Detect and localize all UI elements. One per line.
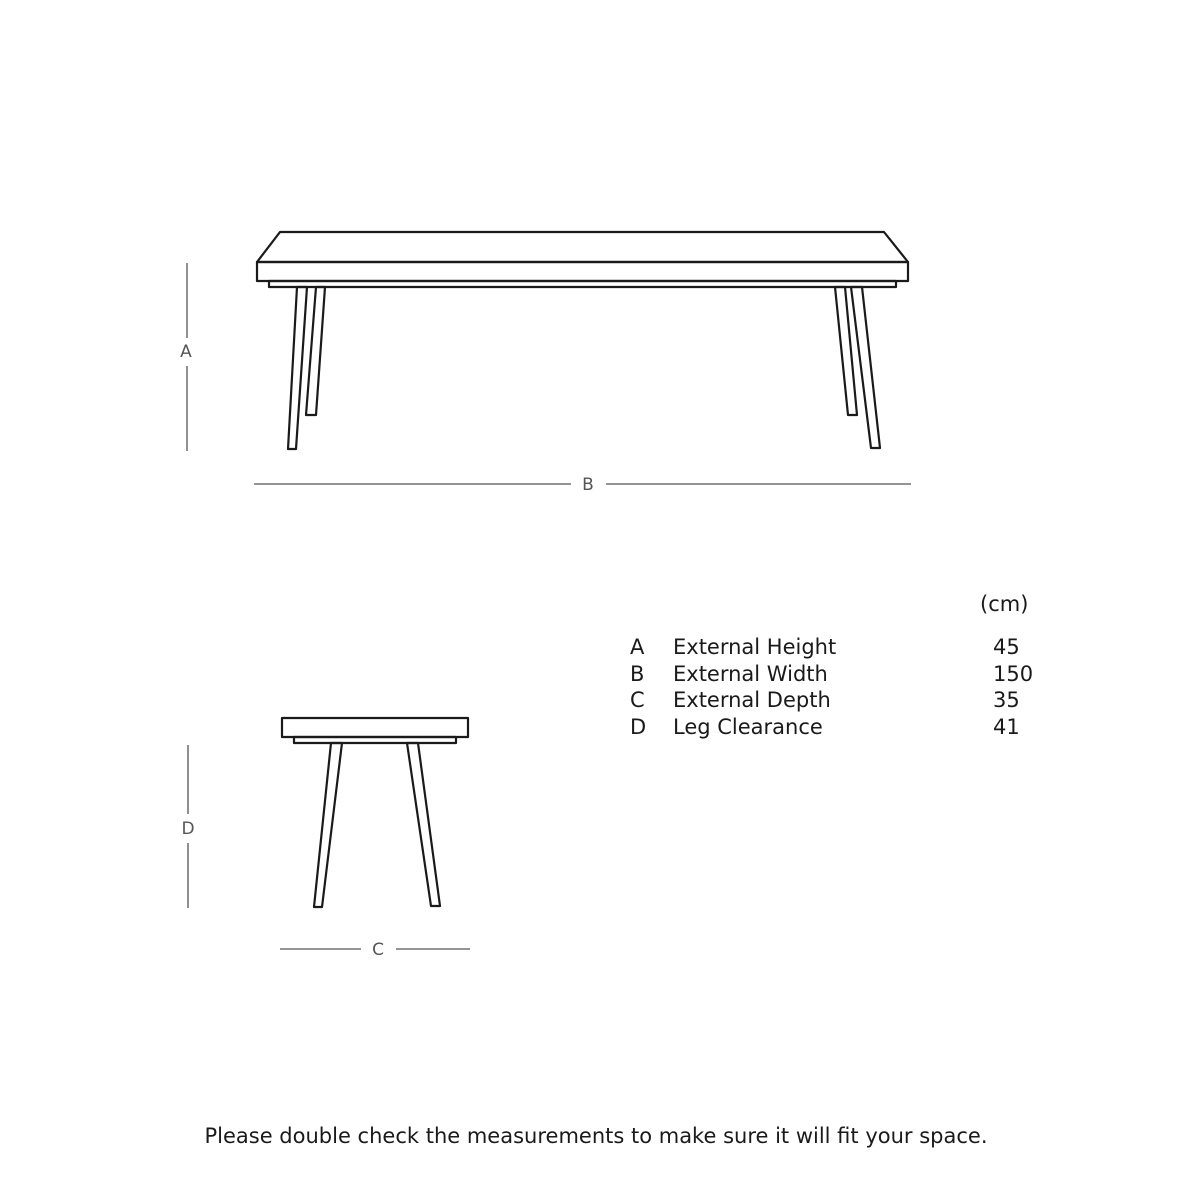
row-key: D bbox=[630, 714, 647, 739]
front-right-leg bbox=[851, 287, 880, 448]
front-left-leg bbox=[288, 287, 307, 449]
dimension-b-label: B bbox=[582, 475, 594, 495]
side-top bbox=[282, 718, 468, 737]
bench-side-view bbox=[282, 718, 468, 907]
row-key: B bbox=[630, 661, 645, 686]
row-value: 35 bbox=[993, 688, 1020, 712]
row-name: Leg Clearance bbox=[673, 714, 823, 739]
bench-apron bbox=[269, 281, 896, 287]
row-value: 41 bbox=[993, 714, 1020, 739]
measurement-row-c bbox=[630, 687, 1050, 714]
row-value: 45 bbox=[993, 635, 1020, 659]
measurement-row-a bbox=[630, 634, 1050, 661]
dimension-d-label: D bbox=[181, 819, 195, 839]
dimension-c-label: C bbox=[372, 940, 384, 960]
rear-left-leg bbox=[306, 287, 325, 415]
measurement-rows bbox=[630, 634, 1050, 740]
bench-top-edge bbox=[257, 262, 908, 281]
measurement-row-d bbox=[630, 714, 1050, 741]
row-value: 150 bbox=[993, 661, 1034, 686]
footnote: Please double check the measurements to make sure it will fit your space. bbox=[204, 1124, 988, 1148]
row-name: External Depth bbox=[673, 688, 831, 712]
row-key: A bbox=[630, 635, 645, 659]
row-name: External Height bbox=[673, 635, 837, 659]
bench-front-view bbox=[257, 232, 908, 449]
unit-label: (cm) bbox=[980, 592, 1029, 616]
row-name: External Width bbox=[673, 661, 828, 686]
row-key: C bbox=[630, 688, 645, 712]
dimension-a-label: A bbox=[180, 342, 192, 362]
bench-top-surface bbox=[257, 232, 908, 262]
side-left-leg bbox=[314, 743, 342, 907]
side-apron bbox=[294, 737, 456, 743]
measurement-row-b bbox=[630, 661, 1050, 688]
side-right-leg bbox=[407, 743, 440, 906]
